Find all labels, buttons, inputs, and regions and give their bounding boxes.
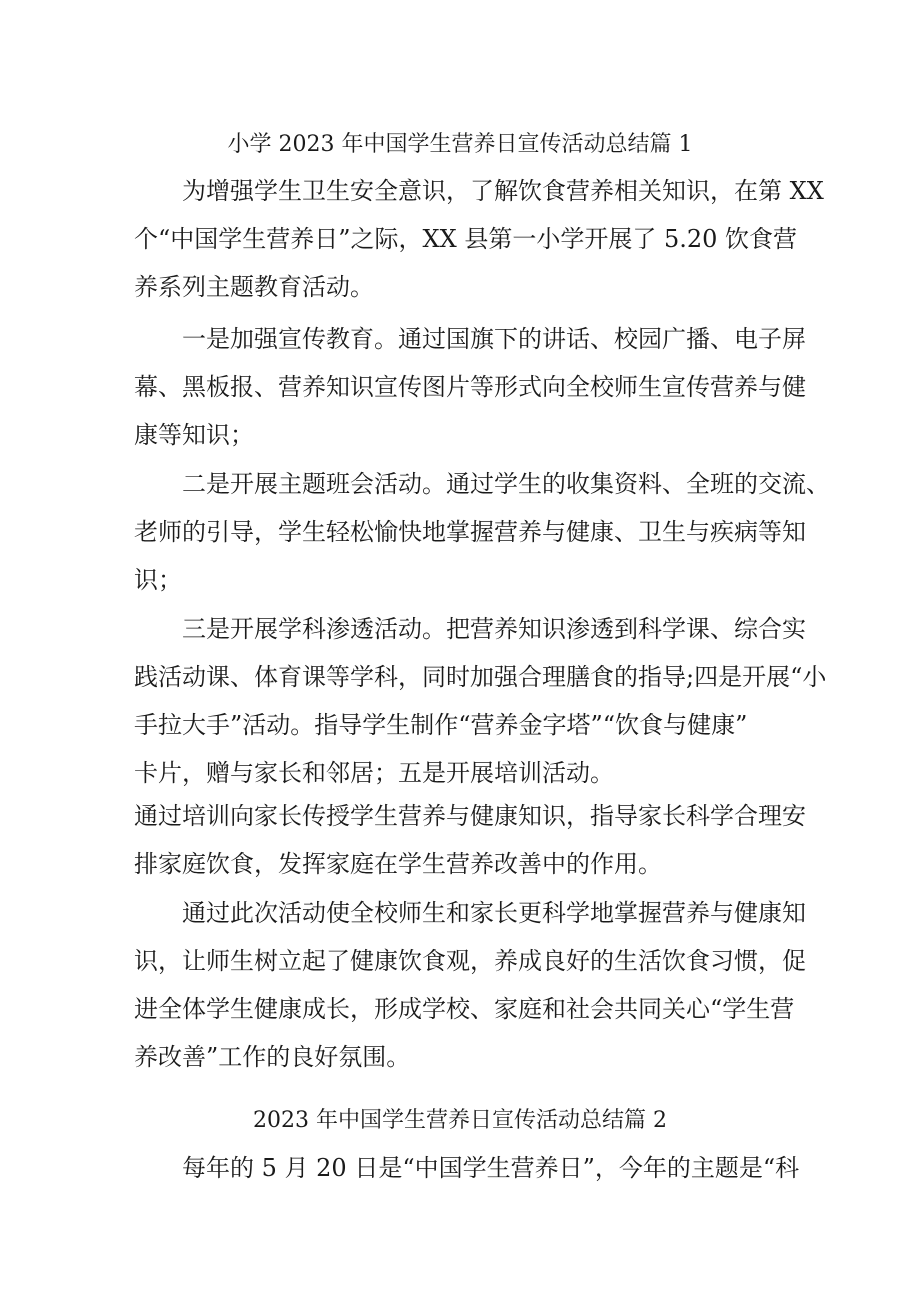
paragraph-line: 老师的引导，学生轻松愉快地掌握营养与健康、卫生与疾病等知: [134, 518, 806, 546]
section1-title: 小学 2023 年中国学生营养日宣传活动总结篇 1: [227, 132, 693, 157]
paragraph-line: 卡片，赠与家长和邻居；五是开展培训活动。: [134, 759, 614, 787]
paragraph-line: 幕、黑板报、营养知识宣传图片等形式向全校师生宣传营养与健: [134, 373, 806, 401]
paragraph-line: 进全体学生健康成长，形成学校、家庭和社会共同关心“学生营: [134, 995, 795, 1023]
paragraph-line: 养改善”工作的良好氛围。: [134, 1043, 411, 1071]
paragraph-line: 个“中国学生营养日”之际，XX 县第一小学开展了 5.20 饮食营: [134, 225, 798, 253]
paragraph-line: 通过此次活动使全校师生和家长更科学地掌握营养与健康知: [182, 899, 806, 927]
paragraph-line: 二是开展主题班会活动。通过学生的收集资料、全班的交流、: [182, 470, 830, 498]
paragraph-line: 康等知识；: [134, 421, 254, 449]
paragraph-line: 通过培训向家长传授学生营养与健康知识，指导家长科学合理安: [134, 802, 806, 830]
section2-title: 2023 年中国学生营养日宣传活动总结篇 2: [253, 1108, 667, 1133]
paragraph-line: 排家庭饮食，发挥家庭在学生营养改善中的作用。: [134, 850, 662, 878]
paragraph-line: 践活动课、体育课等学科，同时加强合理膳食的指导;四是开展“小: [134, 663, 827, 691]
paragraph-line: 养系列主题教育活动。: [134, 273, 374, 301]
paragraph-line: 一是加强宣传教育。通过国旗下的讲话、校园广播、电子屏: [182, 325, 806, 353]
paragraph-line: 识，让师生树立起了健康饮食观，养成良好的生活饮食习惯，促: [134, 947, 806, 975]
paragraph-line: 为增强学生卫生安全意识，了解饮食营养相关知识，在第 XX: [182, 177, 824, 205]
paragraph-line: 三是开展学科渗透活动。把营养知识渗透到科学课、综合实: [182, 615, 806, 643]
paragraph-line: 每年的 5 月 20 日是“中国学生营养日”，今年的主题是“科: [182, 1154, 800, 1182]
paragraph-line: 识；: [134, 566, 182, 594]
paragraph-line: 手拉大手”活动。指导学生制作“营养金字塔”“饮食与健康”: [134, 711, 748, 739]
